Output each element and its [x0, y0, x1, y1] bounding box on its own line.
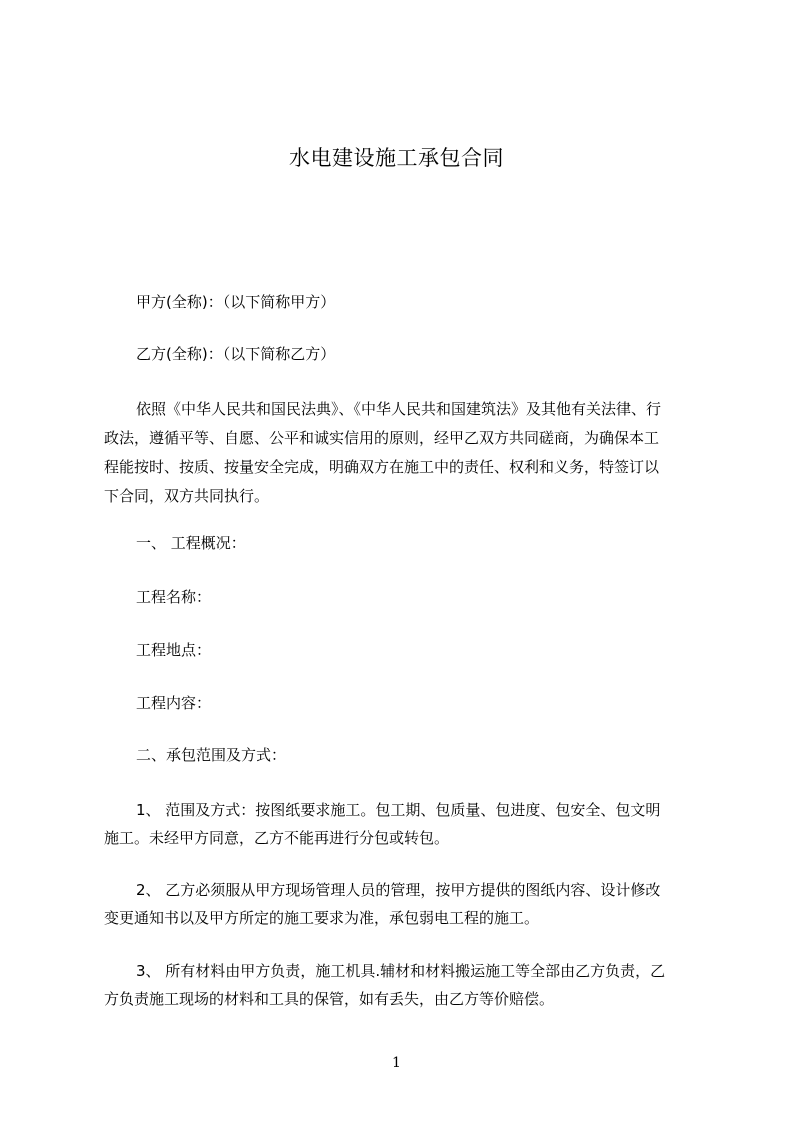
project-name-line	[104, 584, 704, 610]
party-b-text: 乙方(全称)：（以下简称乙方）	[136, 345, 336, 363]
project-location-label: 工程地点：	[136, 641, 212, 659]
section-1-heading-line	[104, 530, 704, 556]
preamble-line: 政法，遵循平等、自愿、公平和诚实信用的原则，经甲乙双方共同磋商，为确保本工	[104, 429, 660, 447]
clause-2-paragraph	[104, 876, 704, 932]
preamble-paragraph	[104, 395, 704, 511]
project-content-line	[104, 690, 704, 716]
clause-3-paragraph	[104, 957, 704, 1013]
clause-line: 施工。未经甲方同意，乙方不能再进行分包或转包。	[104, 829, 450, 847]
preamble-line: 程能按时、按质、按量安全完成，明确双方在施工中的责任、权利和义务，特签订以	[104, 458, 660, 476]
document-title: 水电建设施工承包合同	[289, 146, 504, 170]
project-name-label: 工程名称：	[136, 588, 212, 606]
clause-1-paragraph	[104, 796, 704, 852]
clause-line: 2、 乙方必须服从甲方现场管理人员的管理，按甲方提供的图纸内容、设计修改	[136, 881, 661, 899]
party-a-text: 甲方(全称)：（以下简称甲方）	[136, 293, 336, 311]
preamble-line: 依照《中华人民共和国民法典》、《中华人民共和国建筑法》及其他有关法律、行	[136, 400, 662, 418]
section-1-heading: 一、 工程概况：	[136, 534, 246, 552]
clause-line: 变更通知书以及甲方所定的施工要求为准，承包弱电工程的施工。	[104, 909, 540, 927]
party-a-line	[104, 289, 704, 315]
preamble-line: 下合同，双方共同执行。	[104, 487, 270, 505]
clause-line: 3、 所有材料由甲方负责，施工机具.辅材和材料搬运施工等全部由乙方负责，乙	[136, 962, 666, 980]
project-location-line	[104, 637, 704, 663]
page-number: 1	[392, 1055, 401, 1071]
section-2-heading-line	[104, 742, 704, 768]
clause-line: 1、 范围及方式：按图纸要求施工。包工期、包质量、包进度、包安全、包文明	[136, 801, 661, 819]
party-b-line	[104, 341, 704, 367]
clause-line: 方负责施工现场的材料和工具的保管，如有丢失，由乙方等价赔偿。	[104, 990, 555, 1008]
section-2-heading: 二、承包范围及方式：	[136, 746, 287, 764]
project-content-label: 工程内容：	[136, 694, 212, 712]
